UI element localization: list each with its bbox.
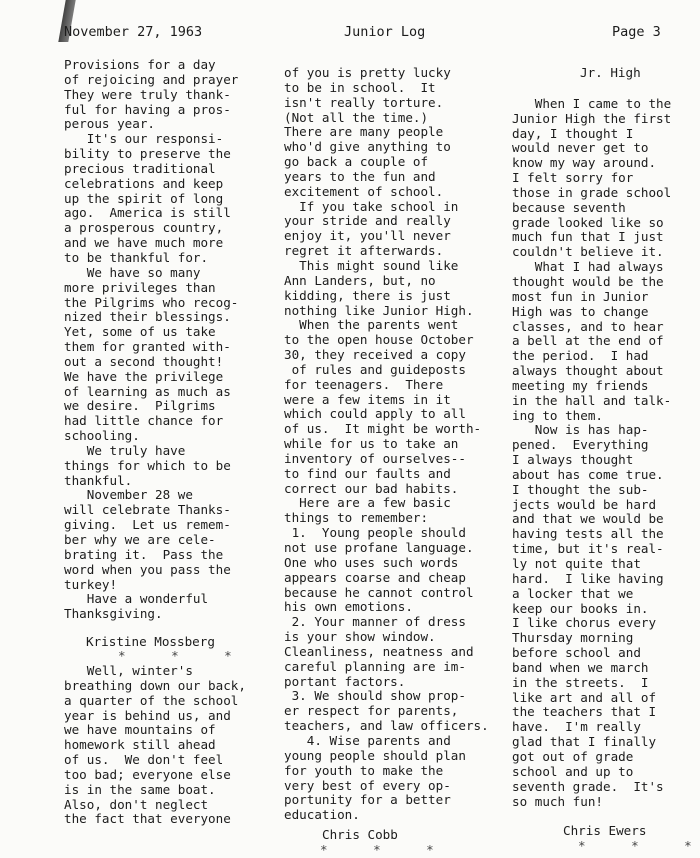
text-line: always thought about [512, 363, 664, 379]
text-line: a prosperous country, [64, 220, 224, 236]
text-line: more privileges than [64, 279, 216, 295]
column-3-text [512, 97, 698, 810]
text-line: is your show window. [284, 629, 436, 645]
separator-stars: * * * [320, 842, 434, 857]
text-line: keep our books in. [512, 600, 649, 616]
text-line: couldn't believe it. [512, 244, 664, 260]
text-line: ful for having a pros- [64, 101, 231, 117]
text-line: I felt sorry for [512, 170, 634, 186]
text-line: were a few items in it [284, 391, 451, 407]
text-line: classes, and to hear [512, 318, 664, 334]
text-line: turkey! [64, 576, 118, 592]
text-line: One who uses such words [284, 554, 459, 570]
text-line: go back a couple of [284, 154, 429, 170]
text-line: portant factors. [284, 673, 406, 689]
text-line: day, I thought I [512, 125, 634, 141]
text-line: Well, winter's [64, 663, 193, 678]
text-line: because he cannot control [284, 584, 474, 600]
text-line: have. I'm really [512, 719, 641, 735]
text-line: thought would be the [512, 273, 664, 289]
header-date: November 27, 1963 [64, 24, 203, 40]
text-line: the period. I had [512, 348, 649, 364]
text-line: to the open house October [284, 332, 474, 348]
text-line: excitement of school. [284, 183, 444, 199]
text-line: is in the same boat. [64, 781, 216, 797]
text-line: isn't really torture. [284, 94, 444, 110]
text-line: word when you pass the [64, 561, 231, 577]
text-line: about has come true. [512, 466, 664, 482]
text-line: Thanksgiving. [64, 606, 163, 622]
text-line: will celebrate Thanks- [64, 502, 231, 518]
column-3-heading: Jr. High [580, 65, 641, 80]
text-line: having tests all the [512, 526, 664, 542]
text-line: before school and [512, 645, 641, 661]
text-line: too bad; everyone else [64, 766, 231, 782]
column-1-text [64, 58, 274, 622]
text-line: to be thankful for. [64, 249, 209, 265]
text-line: which could apply to all [284, 406, 466, 422]
text-line: Junior High the first [512, 110, 672, 126]
text-line: things to remember: [284, 510, 429, 526]
text-line: year is behind us, and [64, 707, 231, 723]
text-line: your stride and really [284, 213, 451, 229]
text-line: correct our bad habits. [284, 480, 459, 496]
text-line: of rejoicing and prayer [64, 71, 239, 87]
byline-chris-cobb: Chris Cobb [322, 827, 398, 842]
text-line: his own emotions. [284, 599, 413, 615]
text-line: and we have much more [64, 235, 224, 251]
text-line: 1. Young people should [284, 525, 466, 541]
column-2 [284, 66, 506, 823]
text-line: 3. We should show prop- [284, 688, 466, 704]
text-line: and that we would be [512, 511, 664, 527]
text-line: would never get to [512, 140, 649, 156]
text-line: giving. Let us remem- [64, 517, 231, 533]
text-line: Here are a few basic [284, 495, 451, 511]
text-line: teachers, and law officers. [284, 718, 489, 734]
text-line: ago. America is still [64, 205, 231, 221]
text-line: precious traditional [64, 160, 216, 176]
text-line: There are many people [284, 124, 444, 140]
text-line: This might sound like [284, 257, 459, 273]
text-line: brating it. Pass the [64, 546, 224, 562]
text-line: jects would be hard [512, 496, 657, 512]
text-line: pened. Everything [512, 437, 649, 453]
text-line: know my way around. [512, 155, 657, 171]
text-line: celebrations and keep [64, 175, 224, 191]
text-line: Thursday morning [512, 630, 634, 646]
separator-stars: * * * [118, 648, 232, 663]
text-line: we desire. Pilgrims [64, 398, 216, 414]
text-line: inventory of ourselves-- [284, 450, 466, 466]
text-line: Now is has hap- [512, 422, 649, 438]
text-line: a quarter of the school [64, 692, 239, 708]
text-line: grade looked like so [512, 214, 664, 230]
text-line: ly not quite that [512, 556, 641, 571]
text-line: things for which to be [64, 457, 231, 473]
text-line: Ann Landers, but, no [284, 272, 436, 288]
text-line: hard. I like having [512, 570, 664, 586]
text-line: of you is pretty lucky [284, 65, 451, 80]
text-line: It's our responsi- [64, 131, 224, 147]
text-line: we have mountains of [64, 722, 216, 738]
text-line: They were truly thank- [64, 86, 231, 102]
text-line: not use profane language. [284, 540, 474, 555]
text-line: portunity for a better [284, 792, 451, 808]
text-line: ber why we are cele- [64, 532, 216, 547]
text-line: the fact that everyone [64, 811, 231, 827]
text-line: a bell at the end of [512, 333, 664, 349]
text-line: for teenagers. There [284, 376, 444, 392]
text-line: 30, they received a copy [284, 347, 466, 363]
text-line: of learning as much as [64, 383, 231, 399]
text-line: like art and all of [512, 689, 657, 705]
text-line: When I came to the [512, 95, 672, 111]
text-line: thankful. [64, 472, 133, 488]
text-line: glad that I finally [512, 734, 657, 750]
text-line: to find our faults and [284, 465, 451, 481]
text-line: We have the privilege [64, 368, 224, 384]
byline-kristine-mossberg: Kristine Mossberg [86, 634, 215, 649]
text-line: enjoy it, you'll never [284, 228, 451, 244]
text-line: while for us to take an [284, 436, 459, 452]
text-line: had little chance for [64, 413, 224, 429]
text-line: appears coarse and cheap [284, 569, 466, 585]
text-line: so much fun! [512, 793, 603, 809]
text-line: time, but it's real- [512, 541, 664, 557]
header-title: Junior Log [344, 24, 426, 40]
text-line: band when we march [512, 659, 649, 675]
text-line: I thought the sub- [512, 481, 649, 497]
text-line: got out of grade [512, 748, 634, 764]
text-line: in the streets. I [512, 674, 649, 690]
text-line: of us. We don't feel [64, 752, 224, 768]
text-line: the teachers that I [512, 704, 657, 720]
text-line: up the spirit of long [64, 190, 224, 206]
text-line: careful planning are im- [284, 658, 466, 674]
text-line: ing to them. [512, 407, 603, 423]
text-line: When the parents went [284, 317, 459, 333]
text-line: school and up to [512, 763, 634, 779]
text-line: Also, don't neglect [64, 796, 209, 812]
text-line: them for granted with- [64, 339, 231, 355]
text-line: seventh grade. It's [512, 778, 664, 794]
text-line: breathing down our back, [64, 677, 246, 693]
column-3 [512, 66, 698, 809]
column-2-text [284, 66, 506, 823]
text-line: If you take school in [284, 198, 459, 214]
text-line: Yet, some of us take [64, 324, 216, 340]
text-line: schooling. [64, 428, 140, 444]
text-line: those in grade school [512, 184, 672, 200]
text-line: 2. Your manner of dress [284, 614, 466, 630]
text-line: 4. Wise parents and [284, 732, 451, 748]
text-line: out a second thought! [64, 353, 224, 369]
text-line: We have so many [64, 264, 201, 280]
text-line: because seventh [512, 199, 626, 215]
text-line: I like chorus every [512, 615, 657, 631]
separator-stars: * * * [578, 838, 692, 853]
text-line: most fun in Junior [512, 288, 649, 304]
text-line: kidding, there is just [284, 287, 451, 303]
text-line: nothing like Junior High. [284, 302, 474, 318]
text-line: for youth to make the [284, 762, 444, 778]
column-1b-text [64, 664, 274, 827]
text-line: young people should plan [284, 747, 466, 763]
text-line: education. [284, 807, 360, 823]
text-line: High was to change [512, 303, 649, 319]
text-line: to be in school. It [284, 79, 436, 95]
text-line: of us. It might be worth- [284, 421, 482, 437]
header-page-number: Page 3 [612, 24, 661, 40]
text-line: meeting my friends [512, 377, 649, 393]
text-line: a locker that we [512, 585, 634, 601]
text-line: nized their blessings. [64, 309, 231, 325]
text-line: bility to preserve the [64, 146, 231, 162]
text-line: of rules and guideposts [284, 361, 466, 377]
text-line: homework still ahead [64, 737, 216, 753]
text-line: the Pilgrims who recog- [64, 294, 239, 310]
text-line: in the hall and talk- [512, 392, 672, 408]
text-line: er respect for parents, [284, 703, 459, 719]
text-line: We truly have [64, 442, 186, 458]
text-line: years to the fun and [284, 168, 436, 184]
text-line: Cleanliness, neatness and [284, 643, 474, 659]
text-line: I always thought [512, 452, 634, 468]
text-line: November 28 we [64, 487, 193, 503]
byline-chris-ewers: Chris Ewers [563, 823, 647, 838]
column-1 [64, 58, 274, 622]
text-line: Have a wonderful [64, 591, 209, 607]
text-line: Provisions for a day [64, 57, 216, 72]
text-line: What I had always [512, 259, 664, 275]
column-1-continued [64, 664, 274, 827]
text-line: who'd give anything to [284, 139, 451, 155]
text-line: very best of every op- [284, 777, 451, 793]
text-line: much fun that I just [512, 229, 664, 245]
text-line: (Not all the time.) [284, 109, 429, 125]
text-line: regret it afterwards. [284, 243, 444, 259]
text-line: perous year. [64, 116, 155, 132]
